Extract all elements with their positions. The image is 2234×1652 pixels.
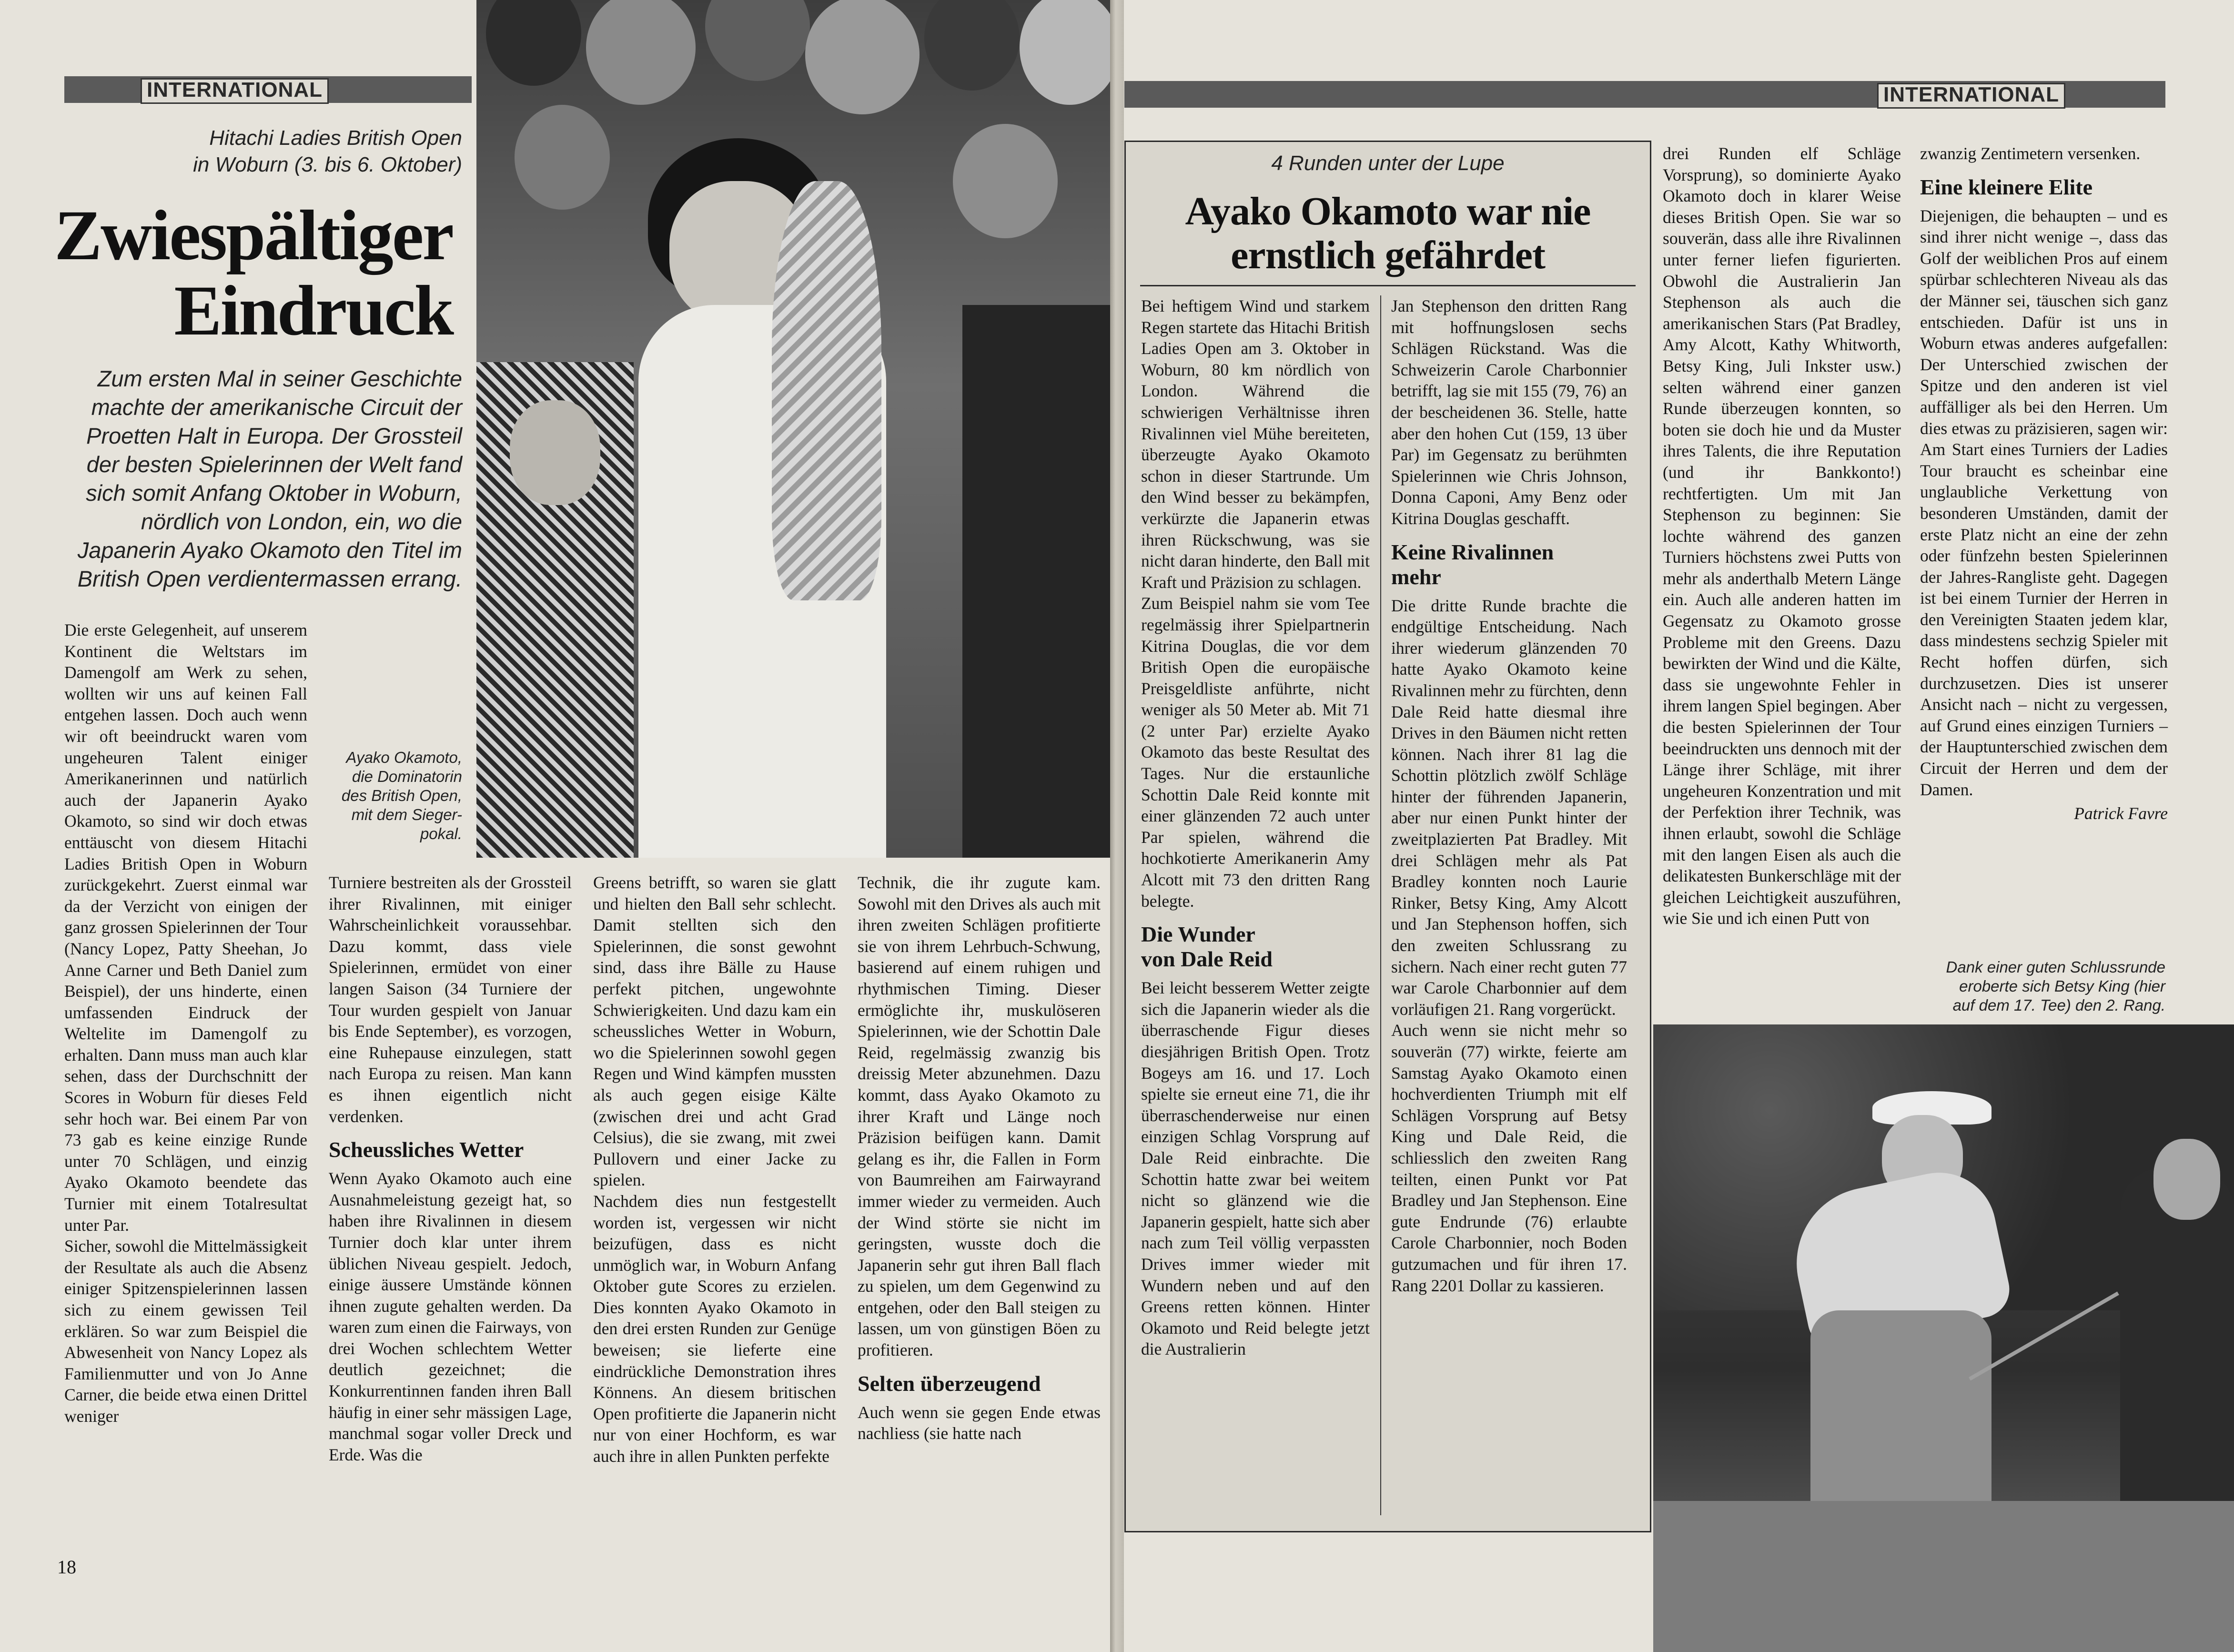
paragraph: Auch wenn sie gegen Ende etwas nachliess (sie hatte nach <box>858 1402 1101 1443</box>
crowd-silhouette <box>805 0 920 114</box>
crowd-silhouette <box>705 0 810 81</box>
crowd-silhouette <box>953 124 1058 238</box>
paragraph: Die dritte Runde brachte die endgültige Entscheidung. Nach ihrer wiederum glänzenden 70 hatte Ayako Okamoto keine Rivalinnen mehr zu fürchten, denn Dale Reid hatte diesmal ihre Drives in den Bäumen nicht retten können. Nach ihrer 81 lag die Schottin plötzlich zwölf Schläge hinter der führenden Japanerin, aber nur einen Punkt hinter der zweitplazierten Pat Bradley. Mit drei Schlägen mehr als Pat Bradley konnten noch Laurie Rinker, Betsy King, Amy Alcott und Jan Stephenson hoffen, sich den zweiten Schlussrang zu sichern. Nach einer recht guten 77 war Carole Charbonnier auf dem vorläufigen 21. Rang vorgerückt. <box>1391 596 1627 1019</box>
sidebar-column-rule <box>1380 295 1381 1515</box>
left-column-2 <box>329 872 572 1465</box>
betsy-king-photo <box>1653 1024 2234 1652</box>
gutter <box>1110 0 1124 1652</box>
section-heading: Eine kleinere Elite <box>1920 174 2093 199</box>
crowd-silhouette <box>586 0 696 105</box>
right-column-6 <box>1920 143 2168 824</box>
photographer-face <box>2153 1139 2220 1220</box>
section-heading: Die Wunder von Dale Reid <box>1141 922 1273 972</box>
paragraph: Jan Stephenson den dritten Rang mit hoffnungslosen sechs Schlägen Rückstand. Was die Schweizerin Carole Charbonnier betrifft, lag sie mit 155 (79, 76) an der bescheidenen 36. Stelle, hatte aber den hohen Cut (159, 13 über Par) im Gegensatz zu berühmten Spielerinnen wie Chris Johnson, Donna Caponi, Amy Benz oder Kitrina Douglas geschafft. <box>1391 296 1627 528</box>
author-signature: Patrick Favre <box>2074 804 2168 823</box>
paragraph: drei Runden elf Schläge Vorsprung), so dominierte Ayako Okamoto doch in klarer Weise dieses British Open. Sie war so souverän, dass alle ihre Rivalinnen unter ferner liefen figurierten. Obwohl die Australierin Jan Stephenson als auch die amerikanischen Stars (Pat Bradley, Amy Alcott, Kathy Whitworth, Betsy King, Juli Inkster usw.) selten während einer ganzen Runde überzeugen konnten, so boten sie doch hie und da Muster ihres Talents, die ihre Reputation (und ihr Bankkonto!) rechtfertigten. Um mit Jan Stephenson zu beginnen: Sie lochte während des ganzen Turniers höchstens zwei Putts von mehr als anderthalb Metern Länge ein. Auch alle anderen hatten im Gegensatz zu Okamoto grosse Probleme mit den Greens. Dazu bewirkten der Wind und die Kälte, dass sie ungewohnte Fehler in ihrem langen Spiel begingen. Aber die besten Spielerinnen der Tour beeindruckten uns dennoch mit der Länge ihrer Schläge, mit ihrer ungeheuren Konzentration und mit der Perfektion ihrer Technik, was ihnen erlaubt, sowohl die Schläge mit den langen Eisen als auch die delikatesten Bunkerschläge mit der gleichen Leichtigkeit auszuführen, wie Sie und ich einen Putt von <box>1663 144 1901 928</box>
section-heading: Selten überzeugend <box>858 1371 1041 1396</box>
left-column-1 <box>64 619 307 1427</box>
paragraph: Turniere bestreiten als der Grossteil ihrer Rivalinnen, mit einiger Wahrscheinlichkeit voraussehbar. Dazu kommt, dass viele Spielerinnen, ermüdet von einer langen Saison (34 Turniere der Tour wurden gespielt von Januar bis Ende September), es vorzogen, eine Ruhepause einzulegen, statt nach Europa zu reisen. Man kann es ihnen eigentlich nicht verdenken. <box>329 873 572 1126</box>
okamoto-caption: Ayako Okamoto, die Dominatorin des British Open, mit dem Sieger- pokal. <box>341 749 462 842</box>
sidebar-column-2 <box>1391 295 1627 1296</box>
king-caption: Dank einer guten Schlussrunde eroberte sich Betsy King (hier auf dem 17. Tee) den 2. Rang. <box>1946 958 2165 1014</box>
crowd-silhouette <box>486 0 581 86</box>
sidebar-column-1 <box>1141 295 1370 1360</box>
rubric-label-right: INTERNATIONAL <box>1877 83 2065 109</box>
paragraph: Technik, die ihr zugute kam. Sowohl mit den Drives als auch mit ihren zweiten Schlägen profitierte sie von ihrem Lehrbuch-Schwung, basierend auf einem ruhigen und rhythmischen Timing. Dieser ermöglichte ihr, muskulöseren Spielerinnen, wie der Schottin Dale Reid, regelmässig zwanzig bis dreissig Meter abzunehmen. Dazu kommt, dass Ayako Okamoto zu ihrer Kraft und Länge noch Präzision beifügen kann. Damit gelang es ihr, die Fallen in Form von Baumreihen am Fairwayrand immer wieder zu vermeiden. Auch der Wind störte sie nicht im geringsten, wusste doch die Japanerin sehr gut ihren Ball flach zu spielen, um dem Gegenwind zu entgehen, oder den Ball steigen zu lassen, um von günstigen Böen zu profitieren. <box>858 873 1101 1360</box>
okamoto-trophy-photo <box>476 0 1110 858</box>
article-kicker: Hitachi Ladies British Open in Woburn (3. bis 6. Oktober) <box>193 126 462 176</box>
paragraph: Bei leicht besserem Wetter zeigte sich die Japanerin wieder als die überraschende Figur dieses diesjährigen British Open. Trotz Bogeys am 16. und 17. Loch spielte sie erneut eine 71, die ihr überraschenderweise nur einen einzigen Schlag Vorsprung auf Dale Reid einbrachte. Die Schottin hatte zwar bei weitem nicht so glänzend wie die Japanerin gespielt, hatte sich aber nach zum Teil völlig verpassten Drives immer wieder mit Wundern neben und auf den Greens retten können. Hinter Okamoto und Reid belegte jetzt die Australierin <box>1141 978 1370 1359</box>
trophy <box>772 181 881 600</box>
left-column-4 <box>858 872 1101 1444</box>
paragraph: Diejenigen, die behaupten – und es sind ihrer nicht wenige –, dass das Golf der weiblichen Pros auf einem spürbar schlechteren Niveau als das der Männer sei, täuschen sich ganz entschieden. Dafür ist uns in Woburn etwas anderes aufgefallen: Der Unterschied zwischen der Spitze und den anderen ist viel auffälliger als bei den Herren. Um dies etwas zu präzisieren, sagen wir: Am Start eines Turniers der Ladies Tour braucht es scheinbar eine unglaubliche Verkettung von besonderen Umständen, damit der erste Platz nicht an eine der zehn oder fünfzehn besten Spielerinnen der Jahres-Rangliste geht. Dagegen ist bei einem Turnier der Herren in den Vereinigten Staaten jedem klar, dass mindestens sechzig Spieler mit Recht hoffen dürfen, sich durchzusetzen. Dies ist unserer Ansicht nach – nicht zu vergessen, auf Grund eines einzigen Turniers – der Hauptunterschied zwischen dem Circuit der Herren und dem der Damen. <box>1920 206 2168 799</box>
paragraph: Auch wenn sie nicht mehr so souverän (77) wirkte, feierte am Samstag Ayako Okamoto einen hochverdienten Triumph mit elf Schlägen Vorsprung auf Betsy King und Dale Reid, die schliesslich den zweiten Rang teilten, einen Punkt vor Pat Bradley und Jan Stephenson. Eine gute Endrunde (76) erlaubte Carole Charbonnier, noch Boden gutzumachen und für ihren 17. Rang 2201 Dollar zu kassieren. <box>1391 1021 1627 1295</box>
sidebar-rule <box>1140 285 1636 286</box>
paragraph: zwanzig Zentimetern versenken. <box>1920 144 2141 163</box>
grass <box>1653 1501 2234 1652</box>
article-lead: Zum ersten Mal in seiner Geschichte machte der amerikanische Circuit der Proetten Halt in Europa. Der Grossteil der besten Spielerinnen der Welt fand sich somit Anfang Oktober in Woburn, nördlich von London, ein, wo die Japanerin Ayako Okamoto den Titel im British Open verdientermassen errang. <box>77 366 462 591</box>
man-right <box>962 305 1110 858</box>
page-number: 18 <box>57 1556 76 1578</box>
crowd-silhouette <box>515 105 610 210</box>
paragraph: Greens betrifft, so waren sie glatt und hielten den Ball sehr schlecht. Damit stellten sich den Spielerinnen, die sonst gewohnt sind, dass ihre Bälle zu Hause perfekt pitchen, ungewohnte Schwierigkeiten. Und dazu kam ein scheussliches Wetter in Woburn, wo die Spielerinnen sowohl gegen Regen und Wind kämpfen mussten als auch gegen eisige Kälte (zwischen drei und acht Grad Celsius), die sie zwang, mit zwei Pullovern und einer Jacke zu spielen. <box>593 873 836 1190</box>
crowd-silhouette <box>924 0 1020 91</box>
paragraph: Die erste Gelegenheit, auf unserem Kontinent die Weltstars im Damengolf am Werk zu sehen, wollten wir uns auf keinen Fall entgehen lassen. Doch auch wenn wir oft beeindruckt waren vom ungeheuren Talent einiger Amerikanerinnen und natürlich auch der Japanerin Ayako Okamoto, so sind wir doch etwas enttäuscht von diesem Hitachi Ladies British Open in Woburn zurückgekehrt. Zuerst einmal war da der Verzicht von einigen der ganz grossen Spielerinnen der Tour (Nancy Lopez, Patty Sheehan, Jo Anne Carner und Beth Daniel zum Beispiel), der uns hinderte, einen umfassenden Eindruck der Weltelite im Damengolf zu erhalten. Dann muss man auch klar sehen, dass der Durchschnitt der Scores in Woburn für dieses Feld sehr hoch war. Bei einem Par von 73 gab es keine einzige Runde unter 70 Schlägen, und einzig Ayako Okamoto beendete das Turnier mit einem Totalresultat unter Par. <box>64 620 307 1235</box>
article-headline: Zwiespältiger Eindruck <box>54 196 453 350</box>
sidebar-kicker: 4 Runden unter der Lupe <box>1271 152 1505 175</box>
paragraph: Nachdem dies nun festgestellt worden ist, vergessen wir nicht beizufügen, dass es nicht unmöglich war, in Woburn Anfang Oktober gute Scores zu erzielen. Dies konnten Ayako Okamoto in den drei ersten Runden zur Genüge beweisen; sie lieferte eine eindrückliche Demonstration ihres Könnens. An diesem britischen Open profitierte die Japanerin nicht nur von einer Hochform, es war auch ihre in allen Punkten perfekte <box>593 1191 836 1466</box>
left-column-3 <box>593 872 836 1467</box>
section-heading: Scheussliches Wetter <box>329 1137 524 1162</box>
paragraph: Bei heftigem Wind und starkem Regen startete das Hitachi British Ladies Open am 3. Oktober in Woburn, 80 km nördlich von London. Während die schwierigen Verhältnisse ihren Rivalinnen viel Mühe bereiteten, überzeugte Ayako Okamoto schon in dieser Startrunde. Um den Wind besser zu bekämpfen, verkürzte die Japanerin etwas ihren Rückschwung, was sie nicht daran hinderte, den Ball mit Kraft und Präzision zu schlagen. <box>1141 296 1370 592</box>
paragraph: Zum Beispiel nahm sie vom Tee regelmässig ihrer Spielpartnerin Kitrina Douglas, die vor dem British Open die europäische Preisgeldliste anführte, nicht weniger als 50 Meter ab. Mit 71 (2 unter Par) erzielte Ayako Okamoto das beste Resultat des Tages. Nur die erstaunliche Schottin Dale Reid konnte mit einer glänzenden 72 auch unter Par spielen, während die hochkotierte Amerikanerin Amy Alcott mit 73 den dritten Rang belegte. <box>1141 594 1370 911</box>
woman-left-face <box>510 400 600 505</box>
crowd-silhouette <box>1020 0 1110 105</box>
section-heading: Keine Rivalinnen mehr <box>1391 539 1554 589</box>
paragraph: Wenn Ayako Okamoto auch eine Ausnahmeleistung gezeigt hat, so haben ihre Rivalinnen in diesem Turnier doch klar unter ihrem üblichen Niveau gespielt. Jedoch, einige äussere Umstände können ihnen zugute gehalten werden. Da waren zum einen die Fairways, von drei Wochen schlechtem Wetter deutlich gezeichnet; die Konkurrentinnen fanden ihren Ball häufig in einer sehr mässigen Lage, manchmal sogar voller Dreck und Erde. Was die <box>329 1169 572 1464</box>
rubric-label-left: INTERNATIONAL <box>141 78 329 104</box>
sidebar-headline: Ayako Okamoto war nie ernstlich gefährdet <box>1185 189 1591 277</box>
right-column-5 <box>1663 143 1901 929</box>
paragraph: Sicher, sowohl die Mittelmässigkeit der Resultate als auch die Absenz einiger Spitzenspielerinnen lassen sich zu einem gewissen Teil erklären. So war zum Beispiel die Abwesenheit von Nancy Lopez als Familienmutter und von Jo Anne Carner, die beide etwa einen Drittel weniger <box>64 1236 307 1426</box>
